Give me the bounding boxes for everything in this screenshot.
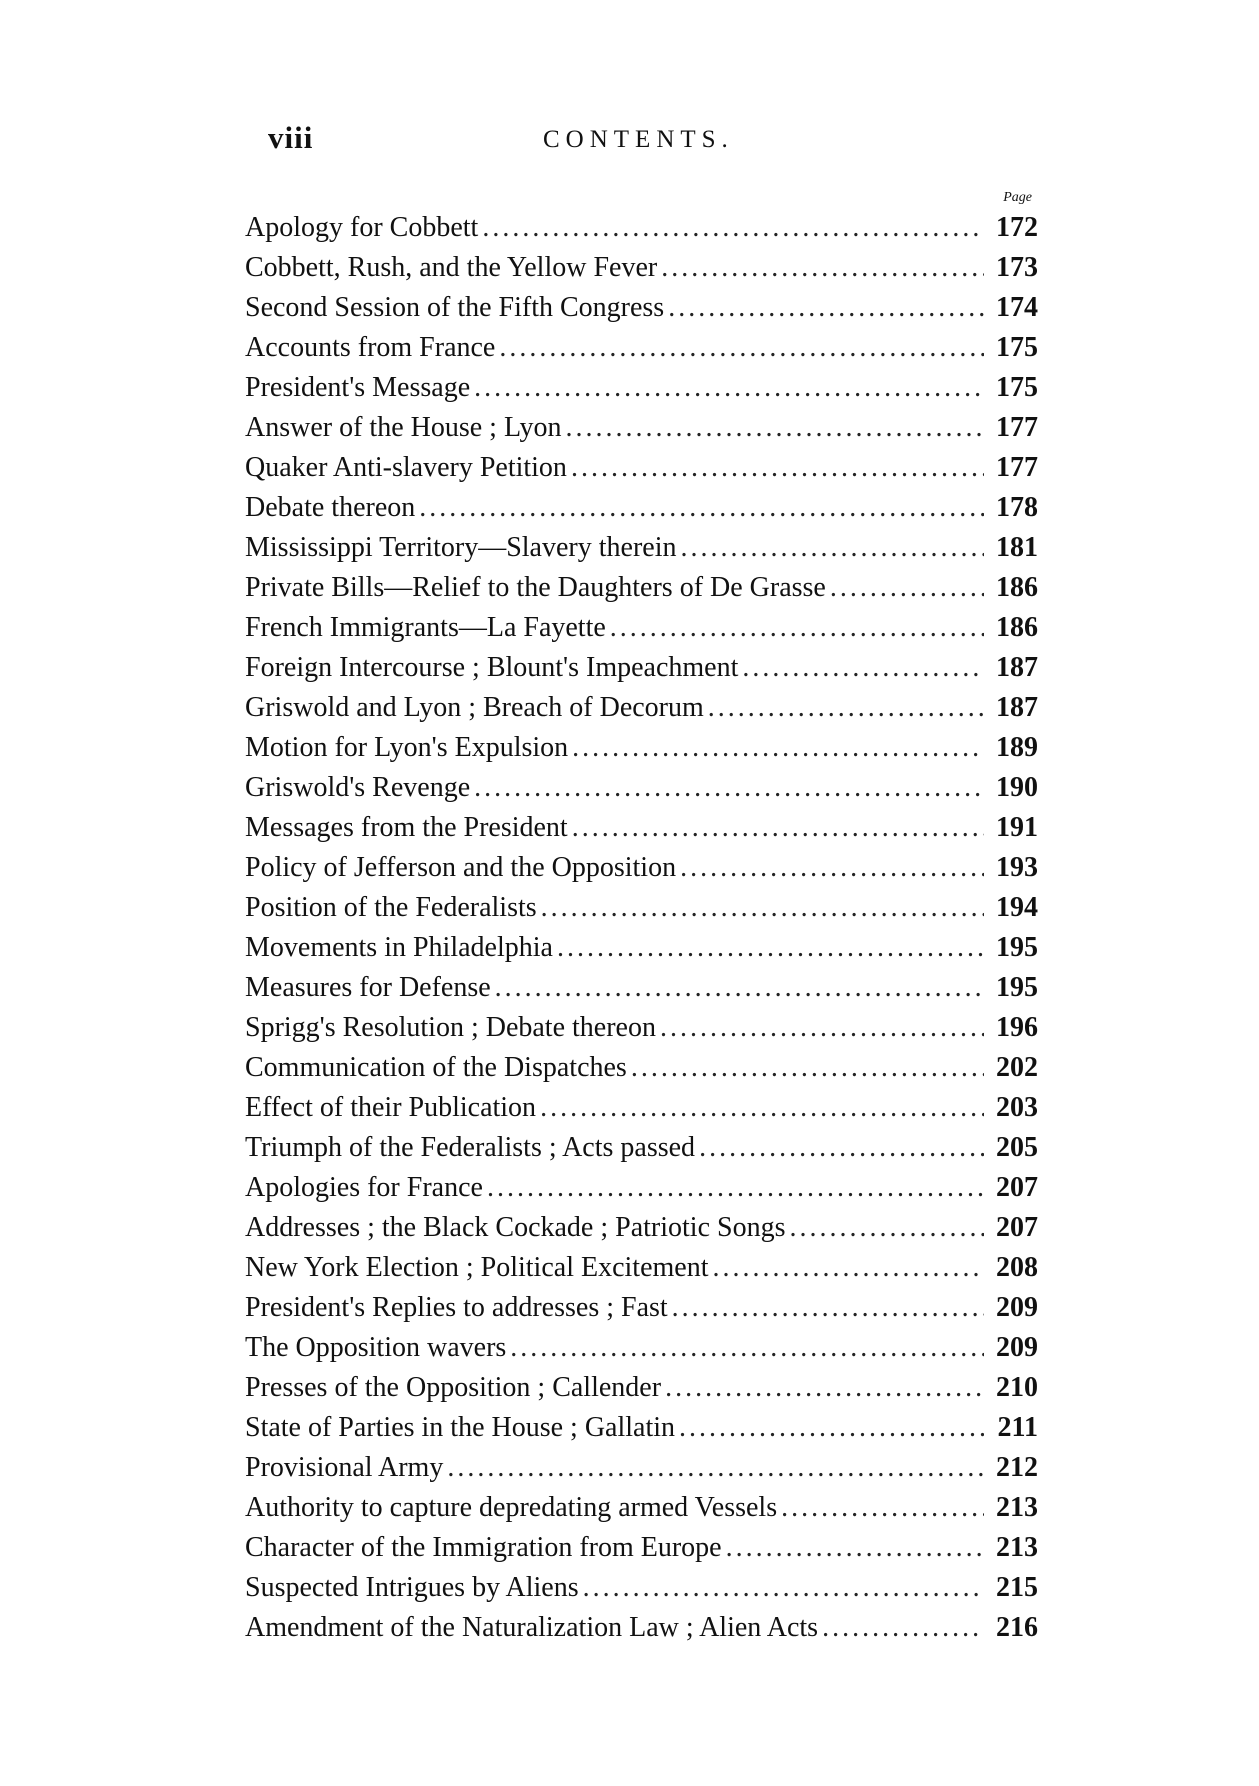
toc-entry-page-number: 181 bbox=[996, 532, 1038, 563]
toc-entry-title: New York Election ; Political Excitement bbox=[245, 1252, 709, 1283]
dot-leader bbox=[699, 1128, 984, 1168]
toc-entry-page-number: 209 bbox=[996, 1332, 1038, 1363]
toc-entry-page-number: 191 bbox=[996, 812, 1038, 843]
toc-entry-title: President's Replies to addresses ; Fast bbox=[245, 1292, 668, 1323]
dot-leader bbox=[510, 1328, 984, 1368]
toc-entry bbox=[245, 1608, 1038, 1648]
toc-entry-title: Movements in Philadelphia bbox=[245, 932, 553, 963]
toc-entry bbox=[245, 408, 1038, 448]
toc-entry-page-number: 187 bbox=[996, 692, 1038, 723]
toc-entry-title: Measures for Defense bbox=[245, 972, 491, 1003]
dot-leader bbox=[499, 328, 984, 368]
toc-entry bbox=[245, 888, 1038, 928]
toc-entry-title: Triumph of the Federalists ; Acts passed bbox=[245, 1132, 696, 1163]
toc-entry bbox=[245, 1008, 1038, 1048]
toc-entry-title: Motion for Lyon's Expulsion bbox=[245, 732, 569, 763]
toc-entry-page-number: 177 bbox=[996, 452, 1038, 483]
dot-leader bbox=[660, 1008, 984, 1048]
toc-entry-page-number: 213 bbox=[996, 1532, 1038, 1563]
dot-leader bbox=[672, 1288, 984, 1328]
toc-entry-page-number: 189 bbox=[996, 732, 1038, 763]
toc-entry bbox=[245, 328, 1038, 368]
toc-entry-page-number: 213 bbox=[996, 1492, 1038, 1523]
toc-entry bbox=[245, 208, 1038, 248]
toc-entry-title: Presses of the Opposition ; Callender bbox=[245, 1372, 662, 1403]
dot-leader bbox=[726, 1528, 984, 1568]
toc-entry-title: Quaker Anti-slavery Petition bbox=[245, 452, 567, 483]
dot-leader bbox=[708, 688, 984, 728]
dot-leader bbox=[665, 1368, 984, 1408]
toc-entry-page-number: 177 bbox=[996, 412, 1038, 443]
toc-entry-title: The Opposition wavers bbox=[245, 1332, 507, 1363]
toc-entry bbox=[245, 688, 1038, 728]
toc-entry-title: State of Parties in the House ; Gallatin bbox=[245, 1412, 676, 1443]
toc-entry-page-number: 175 bbox=[996, 372, 1038, 403]
toc-entry-page-number: 196 bbox=[996, 1012, 1038, 1043]
page-column-label: Page bbox=[1003, 190, 1032, 205]
toc-entry-page-number: 186 bbox=[996, 572, 1038, 603]
toc-entry-page-number: 210 bbox=[996, 1372, 1038, 1403]
toc-entry bbox=[245, 1528, 1038, 1568]
toc-entry bbox=[245, 528, 1038, 568]
toc-entry bbox=[245, 968, 1038, 1008]
toc-entry-title: Cobbett, Rush, and the Yellow Fever bbox=[245, 252, 658, 283]
toc-entry bbox=[245, 728, 1038, 768]
toc-entry-list bbox=[245, 208, 1038, 1648]
toc-entry-page-number: 193 bbox=[996, 852, 1038, 883]
toc-entry-title: Accounts from France bbox=[245, 332, 496, 363]
toc-entry-title: Foreign Intercourse ; Blount's Impeachment bbox=[245, 652, 739, 683]
toc-entry-page-number: 187 bbox=[996, 652, 1038, 683]
toc-entry-title: Addresses ; the Black Cockade ; Patriotic Songs bbox=[245, 1212, 786, 1243]
toc-entry-title: French Immigrants—La Fayette bbox=[245, 612, 606, 643]
toc-entry bbox=[245, 368, 1038, 408]
toc-entry bbox=[245, 848, 1038, 888]
dot-leader bbox=[572, 808, 984, 848]
toc-entry bbox=[245, 1368, 1038, 1408]
dot-leader bbox=[822, 1608, 984, 1648]
toc-entry-title: Sprigg's Resolution ; Debate thereon bbox=[245, 1012, 656, 1043]
toc-entry-title: Effect of their Publication bbox=[245, 1092, 537, 1123]
toc-entry bbox=[245, 1208, 1038, 1248]
toc-entry-page-number: 209 bbox=[996, 1292, 1038, 1323]
dot-leader bbox=[541, 888, 984, 928]
toc-entry-page-number: 212 bbox=[996, 1452, 1038, 1483]
toc-entry bbox=[245, 608, 1038, 648]
dot-leader bbox=[572, 728, 984, 768]
toc-entry-title: Private Bills—Relief to the Daughters of De Grasse bbox=[245, 572, 826, 603]
toc-entry-page-number: 195 bbox=[996, 932, 1038, 963]
toc-entry-title: Apologies for France bbox=[245, 1172, 483, 1203]
toc-entry-page-number: 174 bbox=[996, 292, 1038, 323]
dot-leader bbox=[566, 408, 984, 448]
toc-entry bbox=[245, 1168, 1038, 1208]
toc-entry-page-number: 208 bbox=[996, 1252, 1038, 1283]
running-head bbox=[268, 120, 1048, 160]
toc-entry bbox=[245, 1288, 1038, 1328]
toc-entry-title: President's Message bbox=[245, 372, 471, 403]
toc-entry bbox=[245, 648, 1038, 688]
toc-entry-page-number: 190 bbox=[996, 772, 1038, 803]
dot-leader bbox=[661, 248, 984, 288]
toc-entry bbox=[245, 1328, 1038, 1368]
dot-leader bbox=[557, 928, 984, 968]
toc-entry-title: Apology for Cobbett bbox=[245, 212, 479, 243]
toc-entry bbox=[245, 1248, 1038, 1288]
dot-leader bbox=[419, 488, 984, 528]
toc-entry-page-number: 173 bbox=[996, 252, 1038, 283]
toc-entry-title: Griswold and Lyon ; Breach of Decorum bbox=[245, 692, 704, 723]
toc-entry-title: Position of the Federalists bbox=[245, 892, 537, 923]
toc-entry-title: Debate thereon bbox=[245, 492, 416, 523]
toc-entry bbox=[245, 808, 1038, 848]
running-title: CONTENTS. bbox=[543, 126, 734, 153]
toc-entry-page-number: 202 bbox=[996, 1052, 1038, 1083]
toc-entry-page-number: 195 bbox=[996, 972, 1038, 1003]
toc-entry bbox=[245, 288, 1038, 328]
toc-entry-title: Communication of the Dispatches bbox=[245, 1052, 627, 1083]
toc-entry-page-number: 172 bbox=[996, 212, 1038, 243]
dot-leader bbox=[781, 1488, 984, 1528]
toc-entry-title: Policy of Jefferson and the Opposition bbox=[245, 852, 677, 883]
toc-entry bbox=[245, 1088, 1038, 1128]
toc-entry-page-number: 194 bbox=[996, 892, 1038, 923]
toc-entry-title: Provisional Army bbox=[245, 1452, 444, 1483]
toc-entry bbox=[245, 1408, 1038, 1448]
toc-entry bbox=[245, 928, 1038, 968]
toc-entry bbox=[245, 248, 1038, 288]
toc-entry-title: Suspected Intrigues by Aliens bbox=[245, 1572, 579, 1603]
dot-leader bbox=[680, 848, 984, 888]
dot-leader bbox=[583, 1568, 984, 1608]
toc-entry-page-number: 211 bbox=[997, 1412, 1038, 1443]
toc-entry bbox=[245, 568, 1038, 608]
toc-entry-page-number: 203 bbox=[996, 1092, 1038, 1123]
dot-leader bbox=[474, 768, 984, 808]
toc-entry-title: Second Session of the Fifth Congress bbox=[245, 292, 665, 323]
toc-entry-page-number: 207 bbox=[996, 1212, 1038, 1243]
dot-leader bbox=[679, 1408, 984, 1448]
toc-entry-title: Character of the Immigration from Europe bbox=[245, 1532, 722, 1563]
toc-entry-page-number: 205 bbox=[996, 1132, 1038, 1163]
toc-entry bbox=[245, 1448, 1038, 1488]
table-of-contents bbox=[245, 188, 1038, 1648]
dot-leader bbox=[540, 1088, 984, 1128]
toc-entry-page-number: 216 bbox=[996, 1612, 1038, 1643]
toc-entry-title: Griswold's Revenge bbox=[245, 772, 471, 803]
toc-entry bbox=[245, 1128, 1038, 1168]
dot-leader bbox=[742, 648, 984, 688]
dot-leader bbox=[487, 1168, 984, 1208]
toc-entry-page-number: 178 bbox=[996, 492, 1038, 523]
toc-entry bbox=[245, 448, 1038, 488]
dot-leader bbox=[610, 608, 984, 648]
toc-entry bbox=[245, 1048, 1038, 1088]
toc-entry-title: Answer of the House ; Lyon bbox=[245, 412, 562, 443]
toc-entry-title: Amendment of the Naturalization Law ; Alien Acts bbox=[245, 1612, 819, 1643]
toc-entry-title: Authority to capture depredating armed Vessels bbox=[245, 1492, 778, 1523]
page-folio: viii bbox=[268, 120, 314, 155]
toc-entry bbox=[245, 1568, 1038, 1608]
dot-leader bbox=[474, 368, 984, 408]
toc-entry-title: Mississippi Territory—Slavery therein bbox=[245, 532, 677, 563]
dot-leader bbox=[482, 208, 984, 248]
toc-entry-title: Messages from the President bbox=[245, 812, 568, 843]
dot-leader bbox=[789, 1208, 984, 1248]
dot-leader bbox=[680, 528, 984, 568]
dot-leader bbox=[495, 968, 984, 1008]
dot-leader bbox=[447, 1448, 984, 1488]
toc-entry bbox=[245, 768, 1038, 808]
toc-entry bbox=[245, 1488, 1038, 1528]
dot-leader bbox=[631, 1048, 984, 1088]
toc-entry bbox=[245, 488, 1038, 528]
dot-leader bbox=[712, 1248, 984, 1288]
dot-leader bbox=[830, 568, 984, 608]
toc-entry-page-number: 175 bbox=[996, 332, 1038, 363]
toc-entry-page-number: 215 bbox=[996, 1572, 1038, 1603]
dot-leader bbox=[668, 288, 984, 328]
dot-leader bbox=[571, 448, 984, 488]
toc-entry-page-number: 186 bbox=[996, 612, 1038, 643]
toc-entry-page-number: 207 bbox=[996, 1172, 1038, 1203]
